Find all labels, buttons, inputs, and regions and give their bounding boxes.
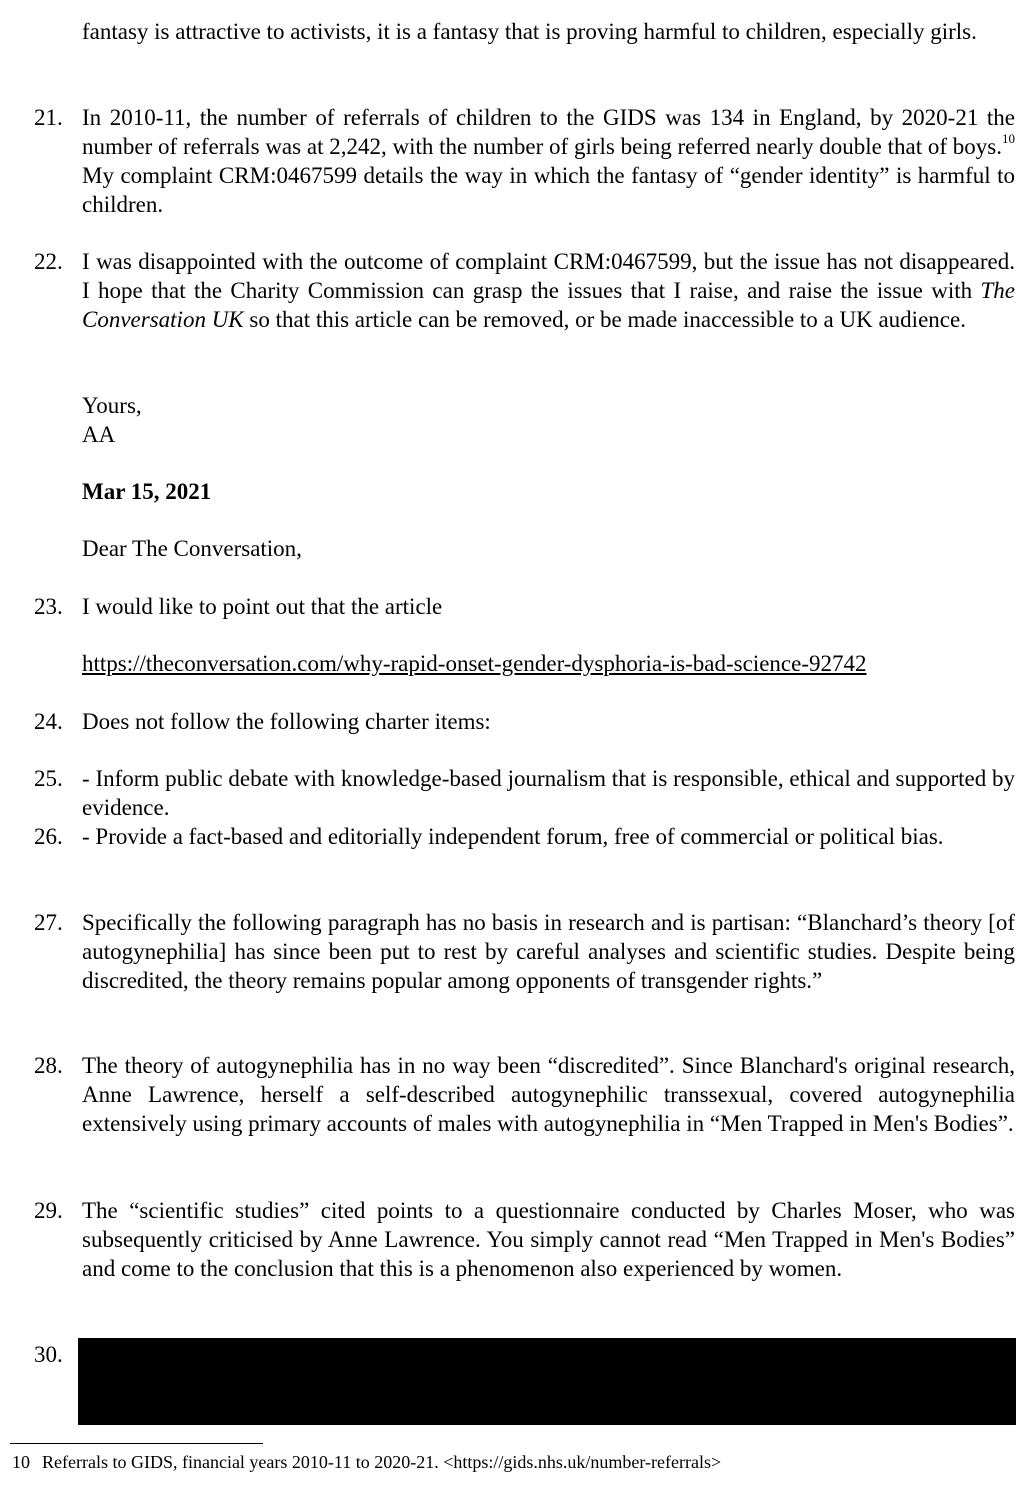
paragraph-number-30: 30. (34, 1342, 63, 1367)
paragraph-number-24: 24. (34, 709, 63, 734)
paragraph-28: The theory of autogynephilia has in no way been “discredited”. Since Blanchard's original research, Anne Lawrence, herself a self-described autogynephilic transsexual, covered autogynephilia extensively using primary accounts of males with autogynephilia in “Men Trapped in Men's Bodies”. (82, 1053, 1015, 1136)
paragraph-number-29: 29. (34, 1198, 63, 1223)
paragraph-number-21: 21. (34, 105, 63, 130)
redaction-block (78, 1338, 1016, 1425)
paragraph-27: Specifically the following paragraph has no basis in research and is partisan: “Blanchard’s theory [of autogynephilia] has since been put to rest by careful analyses and scientific studies. Despite being discredited, the theory remains popular among opponents of transgender rights.” (82, 910, 1015, 993)
paragraph-22-text-a: I was disappointed with the outcome of complaint CRM:0467599, but the issue has not disappeared. I hope that the Charity Commission can grasp the issues that I raise, and raise the issue with (82, 249, 1015, 303)
paragraph-29: The “scientific studies” cited points to a questionnaire conducted by Charles Moser, who was subsequently criticised by Anne Lawrence. You simply cannot read “Men Trapped in Men's Bodies” and come to the conclusion that this is a phenomenon also experienced by women. (82, 1198, 1015, 1281)
paragraph-25: - Inform public debate with knowledge-based journalism that is responsible, ethical and supported by evidence. (82, 766, 1015, 820)
paragraph-number-23: 23. (34, 594, 63, 619)
paragraph-22 (82, 247, 1015, 334)
letter-date: Mar 15, 2021 (82, 479, 212, 504)
paragraph-number-25: 25. (34, 766, 63, 791)
paragraph-21-text-a: In 2010-11, the number of referrals of children to the GIDS was 134 in England, by 2020-21 the number of referrals was at 2,242, with the number of girls being referred nearly double that of boys. (82, 105, 1015, 159)
footnote-text: Referrals to GIDS, financial years 2010-11 to 2020-21. <https://gids.nhs.uk/number-referrals> (42, 1452, 722, 1472)
paragraph-number-22: 22. (34, 249, 63, 274)
paragraph-26: - Provide a fact-based and editorially independent forum, free of commercial or political bias. (82, 824, 944, 849)
salutation: Dear The Conversation, (82, 536, 302, 561)
signoff-yours: Yours, (82, 393, 142, 418)
paragraph-22-text-b: so that this article can be removed, or be made inaccessible to a UK audience. (243, 307, 966, 332)
signoff-name: AA (82, 422, 116, 447)
publication-name: The Conversation UK (82, 278, 1015, 332)
paragraph-number-26: 26. (34, 824, 63, 849)
footnote-divider (10, 1443, 263, 1444)
footnote-number: 10 (12, 1452, 30, 1472)
paragraph-21-text-b: My complaint CRM:0467599 details the way in which the fantasy of “gender identity” is harmful to children. (82, 163, 1015, 217)
paragraph-23: I would like to point out that the article (82, 594, 443, 619)
intro-paragraph: fantasy is attractive to activists, it is a fantasy that is proving harmful to children, especially girls. (82, 19, 977, 44)
paragraph-21 (82, 103, 1015, 219)
paragraph-number-28: 28. (34, 1053, 63, 1078)
article-url-line (82, 649, 867, 678)
footnote-reference[interactable]: 10 (1002, 131, 1015, 147)
paragraph-number-27: 27. (34, 910, 63, 935)
paragraph-24: Does not follow the following charter items: (82, 709, 491, 734)
footnote (12, 1450, 721, 1474)
article-link[interactable]: https://theconversation.com/why-rapid-onset-gender-dysphoria-is-bad-science-92742 (82, 651, 867, 676)
